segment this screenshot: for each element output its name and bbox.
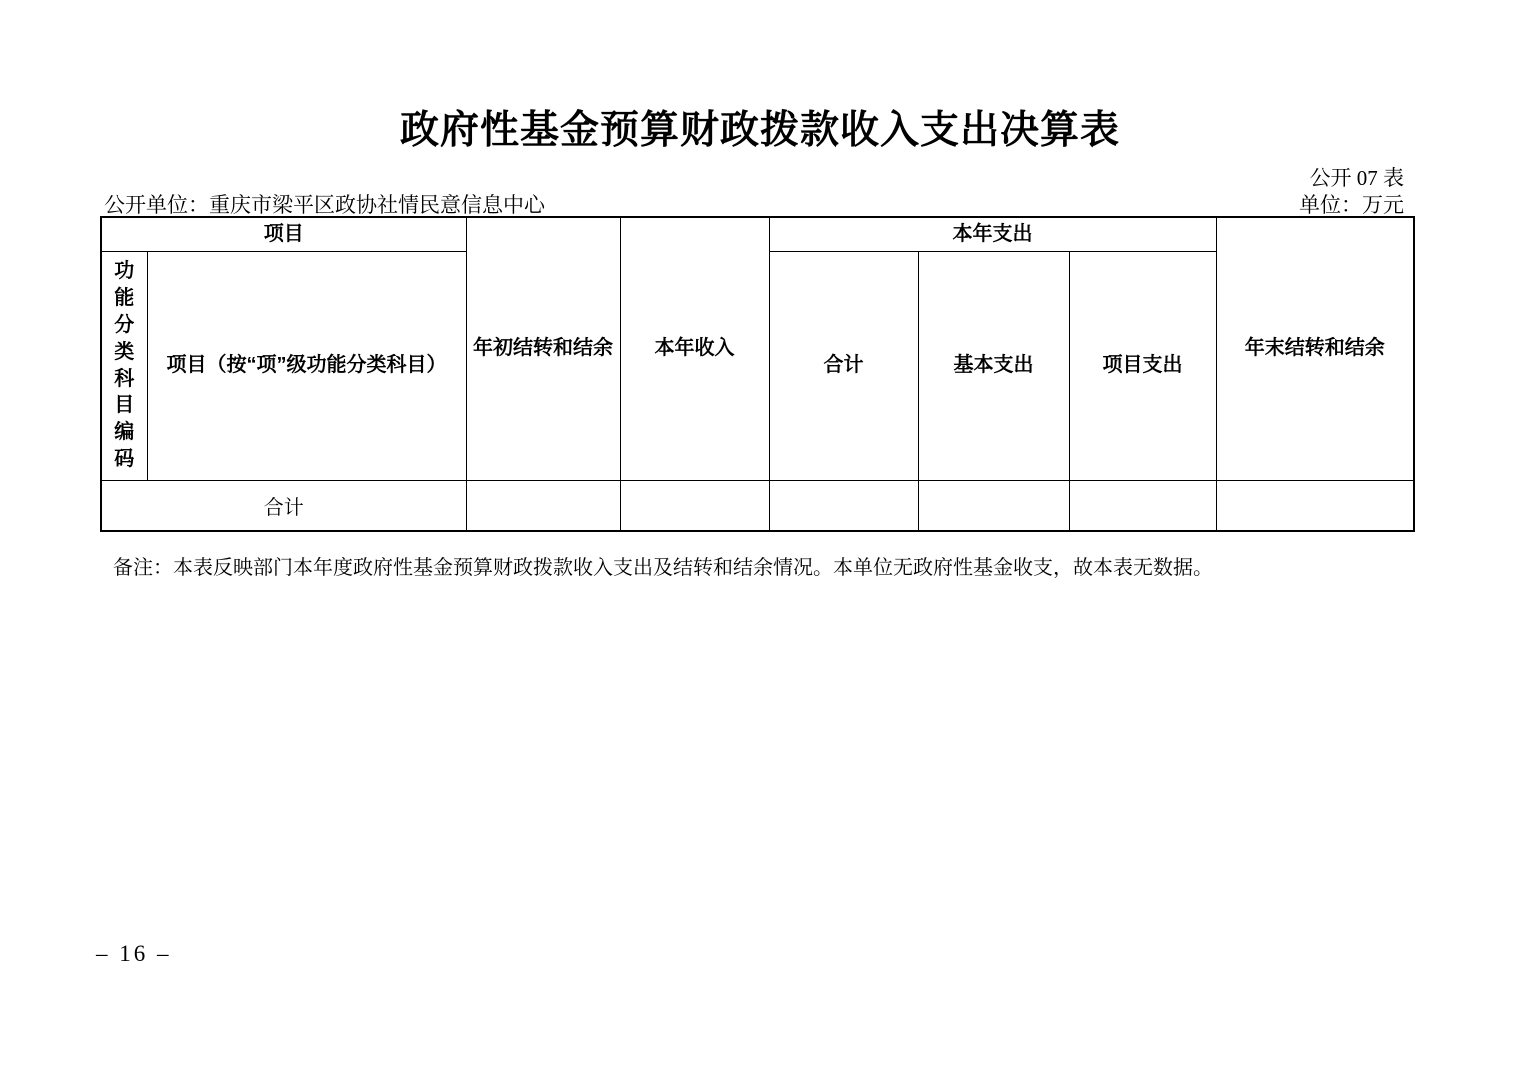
header-function-code (101, 251, 147, 480)
note-text: 备注：本表反映部门本年度政府性基金预算财政拨款收入支出及结转和结余情况。本单位无政府性基金收支，故本表无数据。 (113, 557, 1213, 579)
header-opening-balance: 年初结转和结余 (466, 217, 620, 480)
header-basic-expense: 基本支出 (918, 251, 1069, 480)
budget-table (100, 216, 1415, 532)
document-title: 政府性基金预算财政拨款收入支出决算表 (399, 109, 1120, 152)
cell-expense-total (769, 480, 918, 531)
header-project-expense: 项目支出 (1069, 251, 1216, 480)
header-closing-balance: 年末结转和结余 (1216, 217, 1414, 480)
meta-line (104, 189, 1404, 219)
cell-current-year-income (620, 480, 769, 531)
header-row-1 (101, 217, 1414, 251)
page-number: – 16 – (96, 941, 172, 966)
table-code: 公开 07 表 (1309, 166, 1404, 190)
header-project-item: 项目（按“项”级功能分类科目） (147, 251, 466, 480)
function-code-vertical-text: 功能分类科目编码 (114, 260, 135, 470)
unit-of-measure: 单位：万元 (1299, 193, 1404, 217)
cell-closing-balance (1216, 480, 1414, 531)
publishing-unit: 公开单位：重庆市梁平区政协社情民意信息中心 (104, 193, 545, 217)
table-row (101, 480, 1414, 531)
header-project-group: 项目 (101, 217, 466, 251)
header-current-year-expense-group: 本年支出 (769, 217, 1216, 251)
cell-opening-balance (466, 480, 620, 531)
cell-basic-expense (918, 480, 1069, 531)
cell-project-expense (1069, 480, 1216, 531)
cell-total-label: 合计 (101, 480, 466, 531)
header-current-year-income: 本年收入 (620, 217, 769, 480)
header-expense-total: 合计 (769, 251, 918, 480)
